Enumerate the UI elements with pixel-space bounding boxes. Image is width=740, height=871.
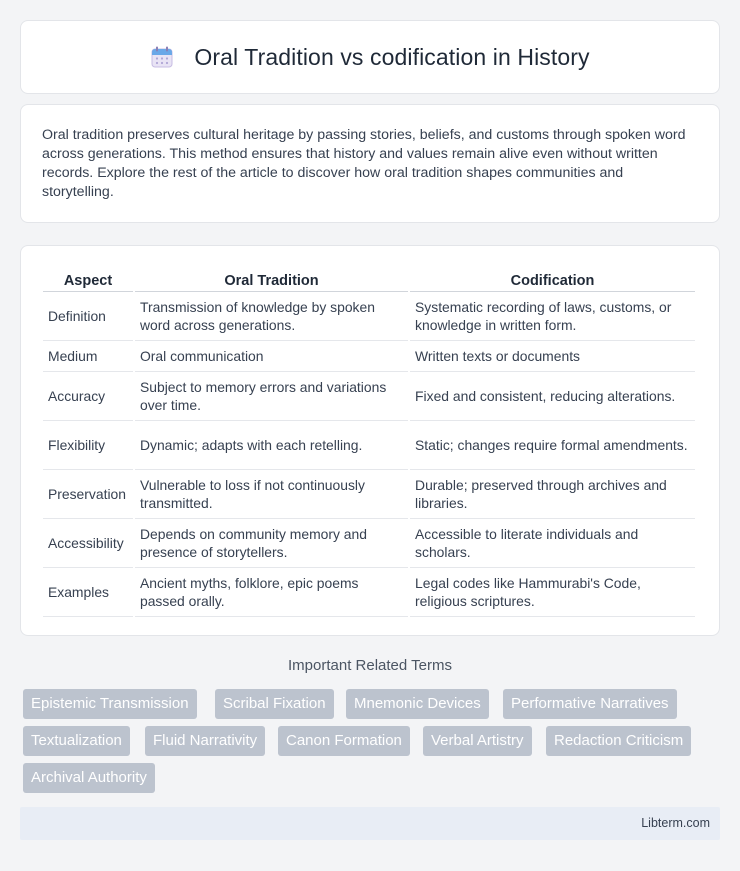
row-codification: Static; changes require formal amendments. (410, 421, 695, 470)
term-tag[interactable]: Scribal Fixation (215, 689, 334, 719)
table-row (43, 372, 695, 421)
calendar-icon (150, 45, 174, 69)
footer-site-link[interactable]: Libterm.com (641, 816, 710, 830)
term-tag[interactable]: Textualization (23, 726, 130, 756)
row-codification: Durable; preserved through archives and libraries. (410, 470, 695, 519)
header-codification: Codification (410, 266, 695, 292)
intro-text: Oral tradition preserves cultural heritage by passing stories, beliefs, and customs through spoken word across generations. This method ensures that history and values remain alive even without written records. Explore the rest of the article to discover how oral tradition shapes communities and storytelling. (42, 127, 686, 200)
term-tag[interactable]: Verbal Artistry (423, 726, 532, 756)
comparison-table-card (20, 245, 720, 636)
row-oral-tradition: Depends on community memory and presence of storytellers. (135, 519, 408, 568)
row-aspect: Preservation (43, 470, 133, 519)
row-codification: Written texts or documents (410, 341, 695, 372)
comparison-table (41, 266, 697, 617)
row-aspect: Medium (43, 341, 133, 372)
footer (20, 807, 720, 840)
table-header-row (43, 266, 695, 292)
term-tag[interactable]: Archival Authority (23, 763, 155, 793)
row-oral-tradition: Transmission of knowledge by spoken word across generations. (135, 292, 408, 341)
row-aspect: Accuracy (43, 372, 133, 421)
row-aspect: Accessibility (43, 519, 133, 568)
intro-card (20, 104, 720, 223)
row-codification: Systematic recording of laws, customs, or knowledge in written form. (410, 292, 695, 341)
title-wrap (150, 44, 589, 71)
term-tag[interactable]: Fluid Narrativity (145, 726, 265, 756)
row-oral-tradition: Subject to memory errors and variations over time. (135, 372, 408, 421)
header-card (20, 20, 720, 94)
row-aspect: Examples (43, 568, 133, 617)
table-row (43, 470, 695, 519)
row-codification: Fixed and consistent, reducing alterations. (410, 372, 695, 421)
table-row (43, 519, 695, 568)
term-tag[interactable]: Canon Formation (278, 726, 410, 756)
table-row (43, 421, 695, 470)
term-tag[interactable]: Performative Narratives (503, 689, 677, 719)
table-row (43, 341, 695, 372)
term-tag[interactable]: Mnemonic Devices (346, 689, 489, 719)
header-oral-tradition: Oral Tradition (135, 266, 408, 292)
row-aspect: Flexibility (43, 421, 133, 470)
row-oral-tradition: Ancient myths, folklore, epic poems passed orally. (135, 568, 408, 617)
row-codification: Accessible to literate individuals and scholars. (410, 519, 695, 568)
header-aspect: Aspect (43, 266, 133, 292)
row-oral-tradition: Oral communication (135, 341, 408, 372)
term-tag[interactable]: Epistemic Transmission (23, 689, 197, 719)
related-terms-title: Important Related Terms (288, 657, 452, 674)
page-title: Oral Tradition vs codification in History (194, 43, 590, 70)
term-tag[interactable]: Redaction Criticism (546, 726, 691, 756)
row-codification: Legal codes like Hammurabi's Code, religious scriptures. (410, 568, 695, 617)
table-row (43, 568, 695, 617)
table-row (43, 292, 695, 341)
row-oral-tradition: Dynamic; adapts with each retelling. (135, 421, 408, 470)
row-aspect: Definition (43, 292, 133, 341)
row-oral-tradition: Vulnerable to loss if not continuously transmitted. (135, 470, 408, 519)
